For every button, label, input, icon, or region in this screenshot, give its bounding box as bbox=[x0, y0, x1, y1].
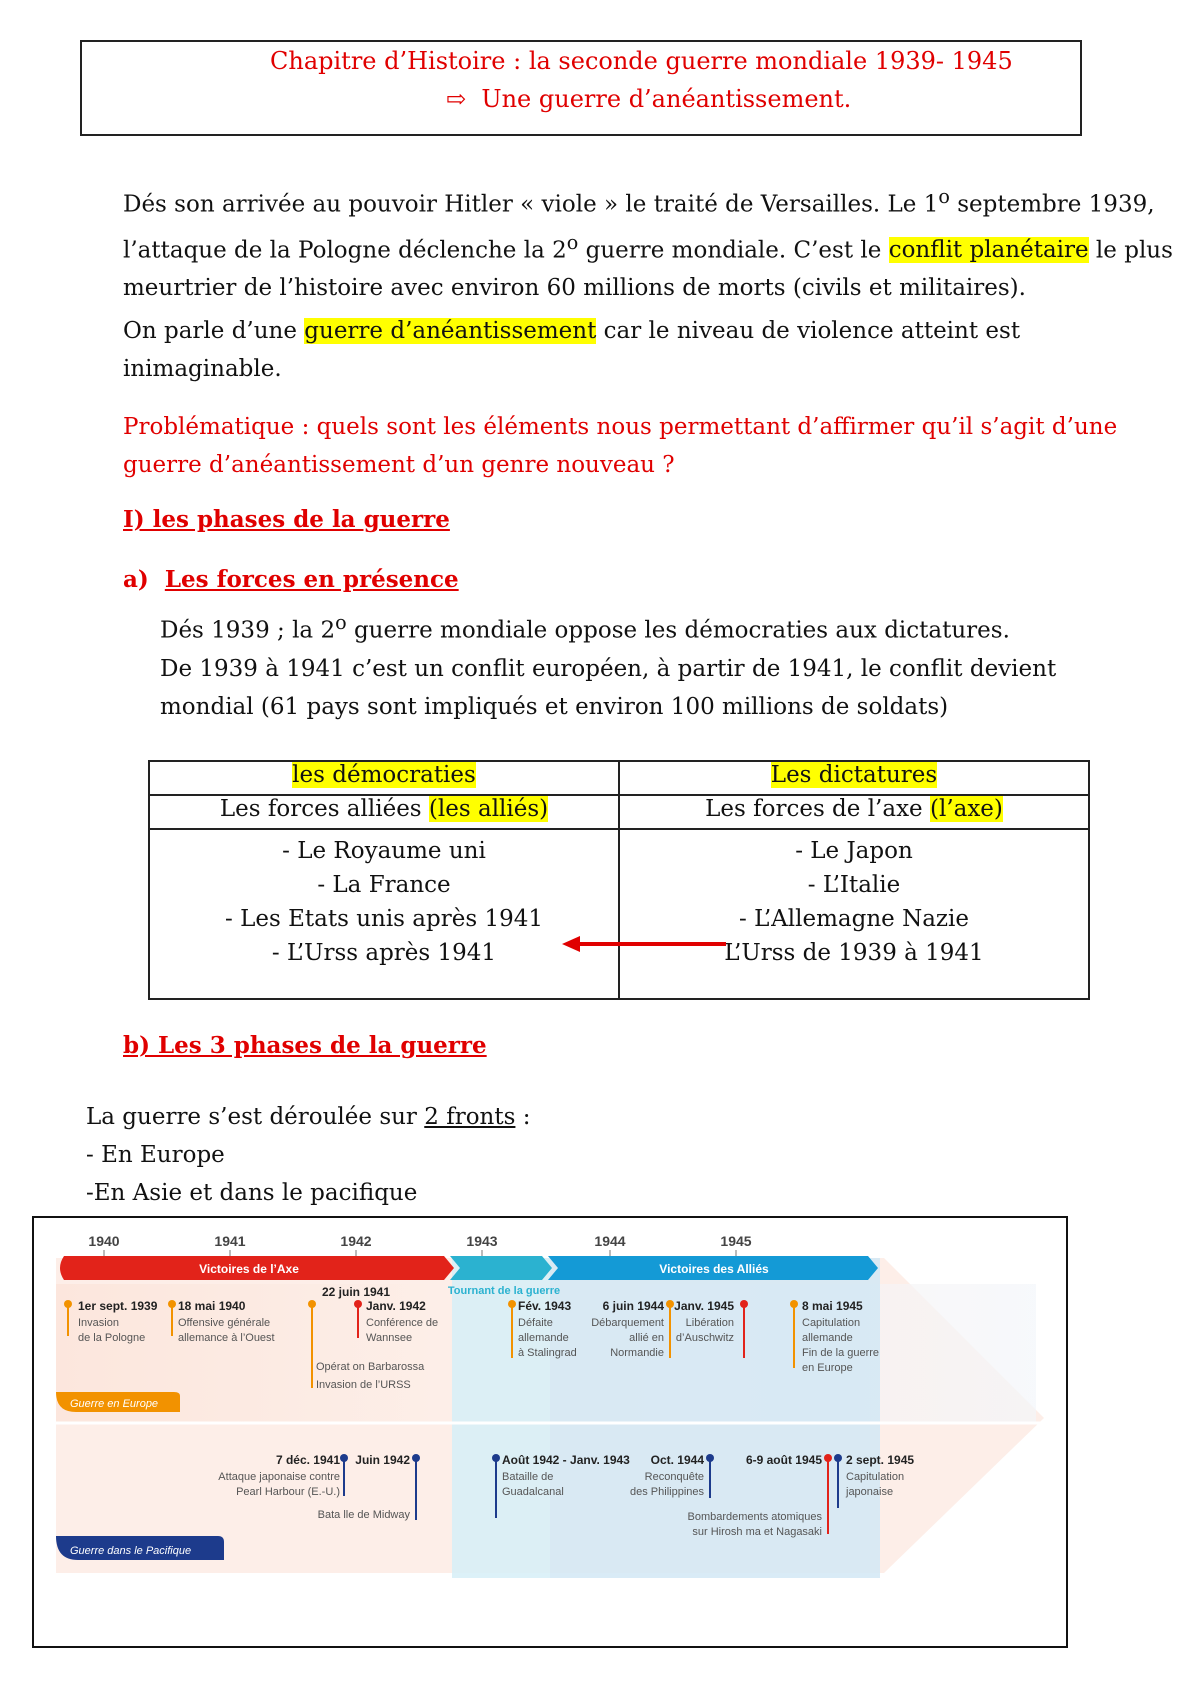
event-dot bbox=[706, 1454, 714, 1462]
event-desc: Guadalcanal bbox=[502, 1486, 564, 1498]
table-head-dictatures: Les dictatures bbox=[770, 762, 938, 788]
event-date: Juin 1942 bbox=[355, 1453, 410, 1467]
allies-list bbox=[149, 829, 619, 999]
year-label: 1945 bbox=[720, 1233, 752, 1249]
pacific-front-label: Guerre dans le Pacifique bbox=[70, 1545, 192, 1557]
event-desc: Débarquement bbox=[591, 1317, 664, 1329]
event-dot bbox=[666, 1300, 674, 1308]
event-desc: Invasion de l’URSS bbox=[316, 1379, 411, 1391]
urss-switch-arrow-icon bbox=[560, 934, 730, 954]
event-desc: Défaite bbox=[518, 1317, 553, 1329]
event-date: 7 déc. 1941 bbox=[275, 1453, 340, 1467]
event-date: 8 mai 1945 bbox=[802, 1299, 863, 1313]
event-date: Janv. 1945 bbox=[674, 1299, 734, 1313]
event-date: 6-9 août 1945 bbox=[745, 1453, 822, 1467]
year-label: 1943 bbox=[466, 1233, 498, 1249]
turn-band bbox=[450, 1256, 552, 1280]
list-item: - Les Etats unis après 1941 bbox=[225, 906, 543, 932]
event-date: Fév. 1943 bbox=[518, 1299, 572, 1313]
event-desc: Libération bbox=[685, 1317, 734, 1329]
year-label: 1942 bbox=[340, 1233, 372, 1249]
axis-band-label: Victoires de l’Axe bbox=[199, 1262, 299, 1276]
highlight-guerre-aneantissement: guerre d’anéantissement bbox=[304, 318, 597, 344]
event-date: Janv. 1942 bbox=[366, 1299, 426, 1313]
event-desc: Attaque japonaise contre bbox=[218, 1471, 340, 1483]
event-desc: Bataille de bbox=[502, 1471, 554, 1483]
arrow-icon: ⇨ bbox=[446, 85, 467, 113]
subsection-b: b) Les 3 phases de la guerre bbox=[123, 1032, 487, 1059]
event-dot bbox=[508, 1300, 516, 1308]
event-desc: Reconquête bbox=[644, 1471, 704, 1483]
event-desc: japonaise bbox=[846, 1486, 894, 1498]
section-title-phases: I) les phases de la guerre bbox=[123, 506, 450, 533]
event-date: Oct. 1944 bbox=[650, 1453, 704, 1467]
subsection-a-text: Dés 1939 ; la 2$^o$ guerre mondiale oppose les démocraties aux dictatures. De 1939 à 1941 c’est un conflit européen, à partir de 1941, le conflit devient mondial (61 pays sont impliqués et environ 100 millions de soldats) bbox=[160, 611, 1057, 720]
list-item: - L’Italie bbox=[807, 872, 901, 898]
year-label: 1944 bbox=[594, 1233, 626, 1249]
event-date: 18 mai 1940 bbox=[178, 1299, 246, 1313]
chapter-title: Chapitre d’Histoire : la seconde guerre mondiale 1939- 1945 bbox=[270, 47, 1013, 75]
intro-paragraph-2: On parle d’une guerre d’anéantissement car le niveau de violence atteint est inimaginable. bbox=[123, 318, 1021, 382]
event-desc: Capitulation bbox=[802, 1317, 861, 1329]
event-dot bbox=[64, 1300, 72, 1308]
event-desc: des Philippines bbox=[630, 1486, 704, 1498]
europe-front-label: Guerre en Europe bbox=[70, 1398, 159, 1410]
event-desc: en Europe bbox=[802, 1362, 853, 1374]
event-desc: allemance à l’Ouest bbox=[178, 1332, 275, 1344]
fronts-text: La guerre s’est déroulée sur 2 fronts : - En Europe -En Asie et dans le pacifique bbox=[86, 1104, 531, 1206]
event-desc: Offensive générale bbox=[178, 1317, 271, 1329]
year-label: 1940 bbox=[88, 1233, 120, 1249]
event-desc: à Stalingrad bbox=[518, 1347, 577, 1359]
year-label: 1941 bbox=[214, 1233, 246, 1249]
list-item: - La France bbox=[317, 872, 451, 898]
event-dot bbox=[824, 1454, 832, 1462]
table-sub-axe: Les forces de l’axe (l’axe) bbox=[619, 795, 1089, 829]
event-date: 2 sept. 1945 bbox=[846, 1453, 915, 1467]
chapter-subtitle: ⇨ Une guerre d’anéantissement. bbox=[446, 85, 852, 113]
turn-band-label: Tournant de la guerre bbox=[447, 1285, 561, 1297]
event-dot bbox=[492, 1454, 500, 1462]
highlight-conflit-planetaire: conflit planétaire bbox=[888, 237, 1089, 264]
list-item: - Le Japon bbox=[795, 838, 913, 864]
event-desc: Opérat on Barbarossa bbox=[316, 1361, 425, 1373]
list-item: - L’Allemagne Nazie bbox=[739, 906, 969, 932]
event-desc: Bata lle de Midway bbox=[317, 1509, 410, 1521]
event-dot bbox=[340, 1454, 348, 1462]
table-head-democraties: les démocraties bbox=[292, 762, 476, 788]
event-dot bbox=[412, 1454, 420, 1462]
table-sub-allies: Les forces alliées (les alliés) bbox=[149, 795, 619, 829]
event-desc: de la Pologne bbox=[78, 1332, 146, 1344]
axis-list bbox=[619, 829, 1089, 999]
event-dot bbox=[354, 1300, 362, 1308]
event-desc: Pearl Harbour (E.-U.) bbox=[236, 1486, 340, 1498]
event-desc: Bombardements atomiques bbox=[687, 1511, 822, 1523]
event-desc: allié en bbox=[629, 1332, 664, 1344]
event-date: 22 juin 1941 bbox=[321, 1285, 391, 1299]
event-dot bbox=[834, 1454, 842, 1462]
event-desc: sur Hirosh ma et Nagasaki bbox=[692, 1526, 822, 1538]
forces-table bbox=[148, 760, 1090, 1000]
problematique: Problématique : quels sont les éléments nous permettant d’affirmer qu’il s’agit d’une guerre d’anéantissement d’un genre nouveau ? bbox=[123, 414, 1118, 478]
event-date: Août 1942 - Janv. 1943 bbox=[502, 1453, 630, 1467]
list-item: L’Urss de 1939 à 1941 bbox=[724, 940, 984, 966]
event-desc: Conférence de bbox=[366, 1317, 439, 1329]
intro-paragraph-1: Dés son arrivée au pouvoir Hitler « viole » le traité de Versailles. Le 1$^o$ septembre 1939, l’attaque de la Pologne déclenche la 2$^o$ guerre mondiale. C’est le conflit planétaire le plus meurtrier de l’histoire avec environ 60 millions de morts (civils et militaires). bbox=[123, 185, 1173, 302]
event-dot bbox=[740, 1300, 748, 1308]
event-desc: d’Auschwitz bbox=[675, 1332, 734, 1344]
allies-band-label: Victoires des Alliés bbox=[659, 1262, 769, 1276]
event-date: 6 juin 1944 bbox=[602, 1299, 664, 1313]
timeline-figure bbox=[34, 1218, 1064, 1644]
year-labels bbox=[88, 1233, 751, 1258]
event-desc: allemande bbox=[802, 1332, 853, 1344]
event-desc: Fin de la guerre bbox=[802, 1347, 880, 1359]
list-item: - L’Urss après 1941 bbox=[271, 940, 497, 966]
event-desc: Normandie bbox=[610, 1347, 664, 1359]
subsection-a: a) Les forces en présence bbox=[123, 566, 459, 593]
event-dot bbox=[308, 1300, 316, 1308]
event-desc: Capitulation bbox=[846, 1471, 905, 1483]
list-item: - Le Royaume uni bbox=[282, 838, 486, 864]
event-date: 1er sept. 1939 bbox=[78, 1299, 158, 1313]
event-desc: Invasion bbox=[78, 1317, 119, 1329]
event-dot bbox=[168, 1300, 176, 1308]
event-dot bbox=[790, 1300, 798, 1308]
event-desc: Wannsee bbox=[366, 1332, 413, 1344]
event-desc: allemande bbox=[518, 1332, 569, 1344]
